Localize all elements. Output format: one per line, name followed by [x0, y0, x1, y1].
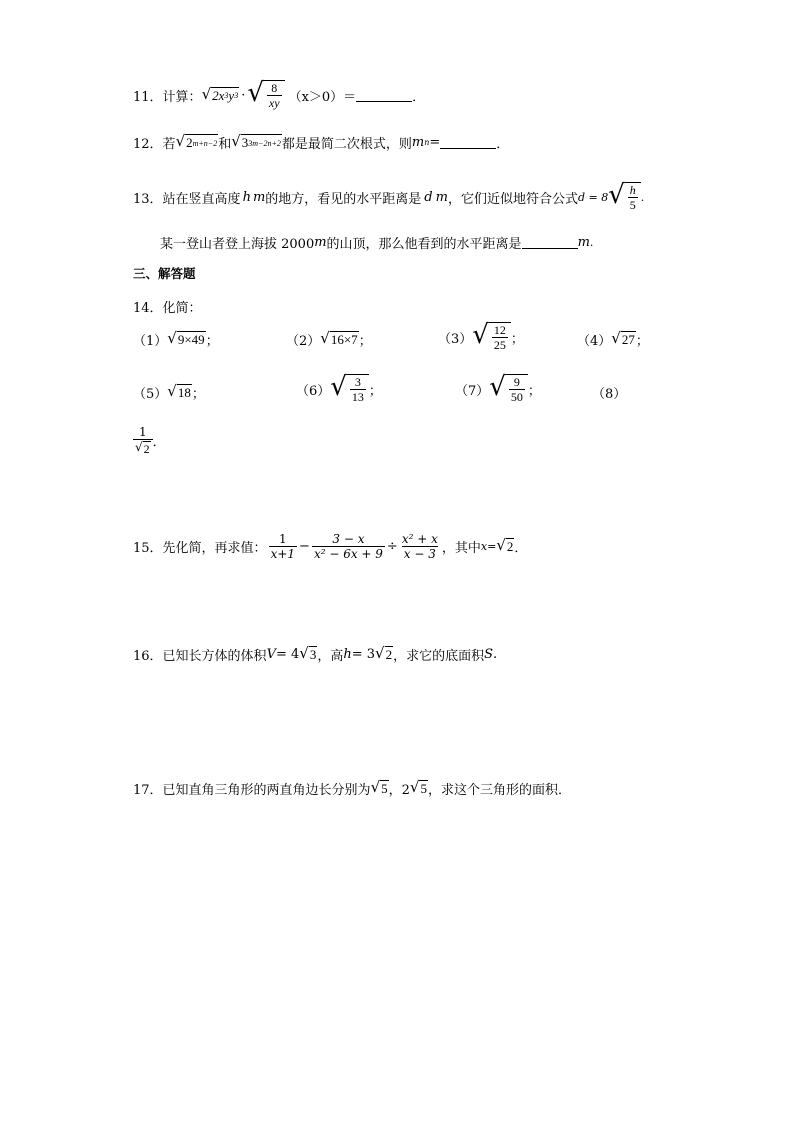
q14-number: 14． — [133, 301, 163, 316]
q14-item-5: （5） √ 18 ； — [133, 382, 205, 402]
q11-text: 计算： — [162, 89, 202, 105]
q11-condition: （x＞0）＝ — [288, 89, 357, 105]
q11-answer-blank[interactable] — [356, 89, 412, 102]
q14-item-8-label: （8） — [592, 387, 627, 402]
q13-answer-blank[interactable] — [522, 236, 578, 249]
question-16: 16． 已知长方体的体积 V = 4 √ 3 ，高 h = 3 √ 2 ，求它的底面积 S . — [133, 644, 498, 664]
section-heading: 三、解答题 — [133, 266, 196, 281]
q12-answer-blank[interactable] — [440, 136, 496, 149]
q14-item-7: （7） √ $\frac{9}{50}$ ； — [455, 372, 541, 405]
q12-radical-1: √ 2 m+n−2 — [175, 132, 218, 150]
question-13-line-2: 某一登山者登上海拔 2000 m 的山顶，那么他看到的水平距离是 m . — [160, 235, 594, 252]
q13-formula-radical: √ $\frac{h}{5}$ — [608, 182, 641, 213]
q14-item-1: （1） √ 9×49 ； — [133, 329, 219, 349]
q12-radical-2: √ 3 3m−2n+2 — [231, 132, 281, 150]
q11-radical-1: √ 2x 3 y 3 — [201, 84, 239, 103]
q11-number: 11． — [133, 89, 163, 105]
question-12: 12． 若 √ 2 m+n−2 和 √ 3 3m−2n+2 都是最简二次根式，则 m n = ． — [133, 132, 510, 152]
question-13: 13． 站在竖直高度 h m 的地方，看见的水平距离是 d m ，它们近似地符合公式 d = 8 √ $\frac{h}{5}$ . — [133, 180, 645, 213]
q13-number: 13． — [133, 191, 163, 207]
q12-number: 12． — [133, 137, 163, 152]
q11-dot: · — [241, 87, 246, 103]
q16-number: 16． — [133, 649, 163, 664]
question-17: 17． 已知直角三角形的两直角边长分别为 √ 5 ，2 √ 5 ，求这个三角形的面积． — [133, 778, 571, 798]
question-11: 11． 计算： √ 2x 3 y 3 · √ $\frac{8}{xy}$ （x＞0）＝ ． — [133, 78, 426, 111]
q17-number: 17． — [133, 783, 163, 798]
question-15: 15． 先化简，再求值： $\frac{1}{x+1}$ − $\frac{3 - x}{\text{x² − 6x + 9}}$ ÷ $\frac{\text{x² + x}}{x - 3}$ ，其中 x = √ 2 ． — [133, 532, 528, 562]
q14-item-8: 1 √ 2 ． — [135, 425, 166, 457]
q14-item-3: （3） √ $\frac{12}{25}$ ； — [438, 320, 524, 353]
q14-item-6: （6） √ $\frac{3}{13}$ ； — [296, 372, 382, 405]
q14-item-4: （4） √ 27 ； — [577, 329, 649, 349]
q14-item-2: （2） √ 16×7 ； — [286, 329, 372, 349]
question-14: 14． 化简： — [133, 297, 202, 316]
q15-number: 15． — [133, 541, 163, 557]
q11-radical-2: √ $\frac{8}{xy}$ — [247, 80, 284, 111]
